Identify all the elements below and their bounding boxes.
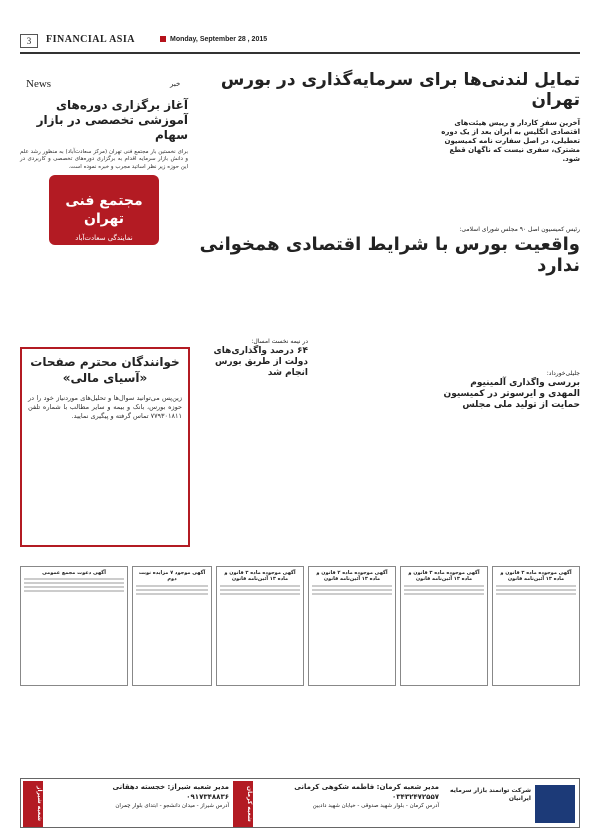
- branch-footer: [20, 778, 580, 828]
- section-label-news: News: [26, 78, 52, 90]
- ad-notice: [216, 566, 304, 686]
- main-subhead: آخرین سفر کاردار و رییس هیئت‌های اقتصادی انگلیس به ایران بعد از یک دوره تعطیلی، در اصل سفارت نامه کمیسیون مشترک، سفری نیست که ناگهان قطع شود.: [441, 118, 580, 164]
- shiraz-info: [49, 783, 229, 810]
- ads-strip: [20, 566, 580, 776]
- ad-title: آگهی موجوده ماده ۳ قانون و ماده ۱۳ آئین‌نامه قانون: [408, 570, 480, 583]
- ad-notice: [20, 566, 128, 686]
- story3-kicker: جلیلی‌خورداد:: [546, 370, 580, 377]
- shiraz-tag: شعبه شیراز: [23, 781, 43, 827]
- story3: [440, 370, 580, 411]
- main-headline: تمایل لندنی‌ها برای سرمایه‌گذاری در بورس تهران: [220, 70, 580, 111]
- story2: [196, 226, 580, 277]
- notice-title: خوانندگان محترم صفحات «آسیای مالی»: [30, 355, 180, 385]
- ad-title: آگهی موجوده ماده ۲ قانون و ماده ۱۳ آئین‌نامه قانون: [316, 570, 388, 583]
- story2-headline: واقعیت بورس با شرایط اقتصادی همخوانی ندارد: [199, 233, 580, 277]
- story2-kicker: رئیس کمیسیون اصل ۹۰ مجلس شورای اسلامی:: [459, 226, 580, 234]
- story4-headline: ۶۴ درصد واگذاری‌های دولت از طریق بورس انجام شد: [213, 345, 308, 378]
- company-name: شرکت توانمند بازار سرمایه ایرانیان: [450, 787, 531, 803]
- ad-notice: [308, 566, 396, 686]
- story4-kicker: در نیمه نخست امسال:: [251, 338, 308, 345]
- issue-date: Monday, September 28 , 2015: [160, 36, 267, 45]
- kerman-tag: شعبه کرمان: [233, 781, 253, 827]
- logo-title: مجتمع فنی تهران: [65, 193, 143, 227]
- ad-title: آگهی موجوده ماده ۳ قانون و ماده ۱۳ آئین‌نامه قانون: [500, 570, 572, 583]
- masthead-rule: [20, 52, 580, 54]
- page-number: 3: [20, 34, 38, 48]
- ad-title: آگهی موجوده ماده ۳ قانون و ماده ۱۳ آئین‌نامه قانون: [224, 570, 296, 583]
- kerman-info: [259, 783, 439, 810]
- ad-notice: [492, 566, 580, 686]
- complex-logo: [49, 175, 159, 245]
- left-story-body: برای نخستین بار مجتمع فنی تهران (مرکز سعادت‌آباد) به منظور رشد علم و دانش بازار سرمایه اقدام به برگزاری دوره‌های تخصصی و کاربردی در این حوزه زیر نظر اساتید مجرب و خبره نموده است.: [20, 149, 188, 170]
- brand-name: FINANCIAL ASIA: [46, 34, 135, 45]
- shiraz-address: آدرس شیراز - میدان دانشجو - ابتدای بلوار چمران: [115, 802, 229, 809]
- notice-body: زین‌پس می‌توانید سوال‌ها و تحلیل‌های موردنیاز خود را در حوزه بورس، بانک و بیمه و سایر مطالب با شماره تلفن ۷۷۹۳۰۱۸۱۱ تماس گرفته و پیگیری نمایید.: [28, 394, 182, 420]
- kerman-phone: ۰۳۴۳۲۴۷۲۵۵۷: [392, 792, 439, 801]
- story3-headline: بررسی واگذاری آلمینیوم المهدی و ایرسوتر در کمیسیون حمایت از تولید ملی مجلس: [443, 377, 580, 410]
- ad-notice: [400, 566, 488, 686]
- reader-notice-box: [20, 347, 190, 547]
- story4: [196, 338, 308, 379]
- main-content: [196, 70, 580, 410]
- kerman-manager: مدیر شعبه کرمان: فاطمه شکوهی کرمانی: [294, 783, 439, 791]
- shiraz-manager: مدیر شعبه شیراز: خجسته دهقانی: [112, 783, 229, 791]
- ad-notice: [132, 566, 212, 686]
- left-story: [20, 98, 188, 249]
- logo-subtitle: نمایندگی سعادت‌آباد: [75, 234, 133, 243]
- ad-title: آگهی دعوت مجمع عمومی: [42, 570, 106, 576]
- kerman-address: آدرس کرمان - بلوار شهید صدوقی - خیابان شهید دادبین: [312, 802, 439, 809]
- section-label-khabar: خبر: [170, 80, 181, 88]
- left-story-headline: آغاز برگزاری دوره‌های آموزشی تخصصی در بازار سهام: [36, 98, 188, 142]
- masthead: [0, 0, 600, 48]
- shiraz-phone: ۰۹۱۷۳۴۸۸۳۶: [186, 792, 229, 801]
- company-logo: [535, 785, 575, 823]
- ad-title: آگهی موجود ۷ مزایده نوبت دوم: [138, 570, 206, 583]
